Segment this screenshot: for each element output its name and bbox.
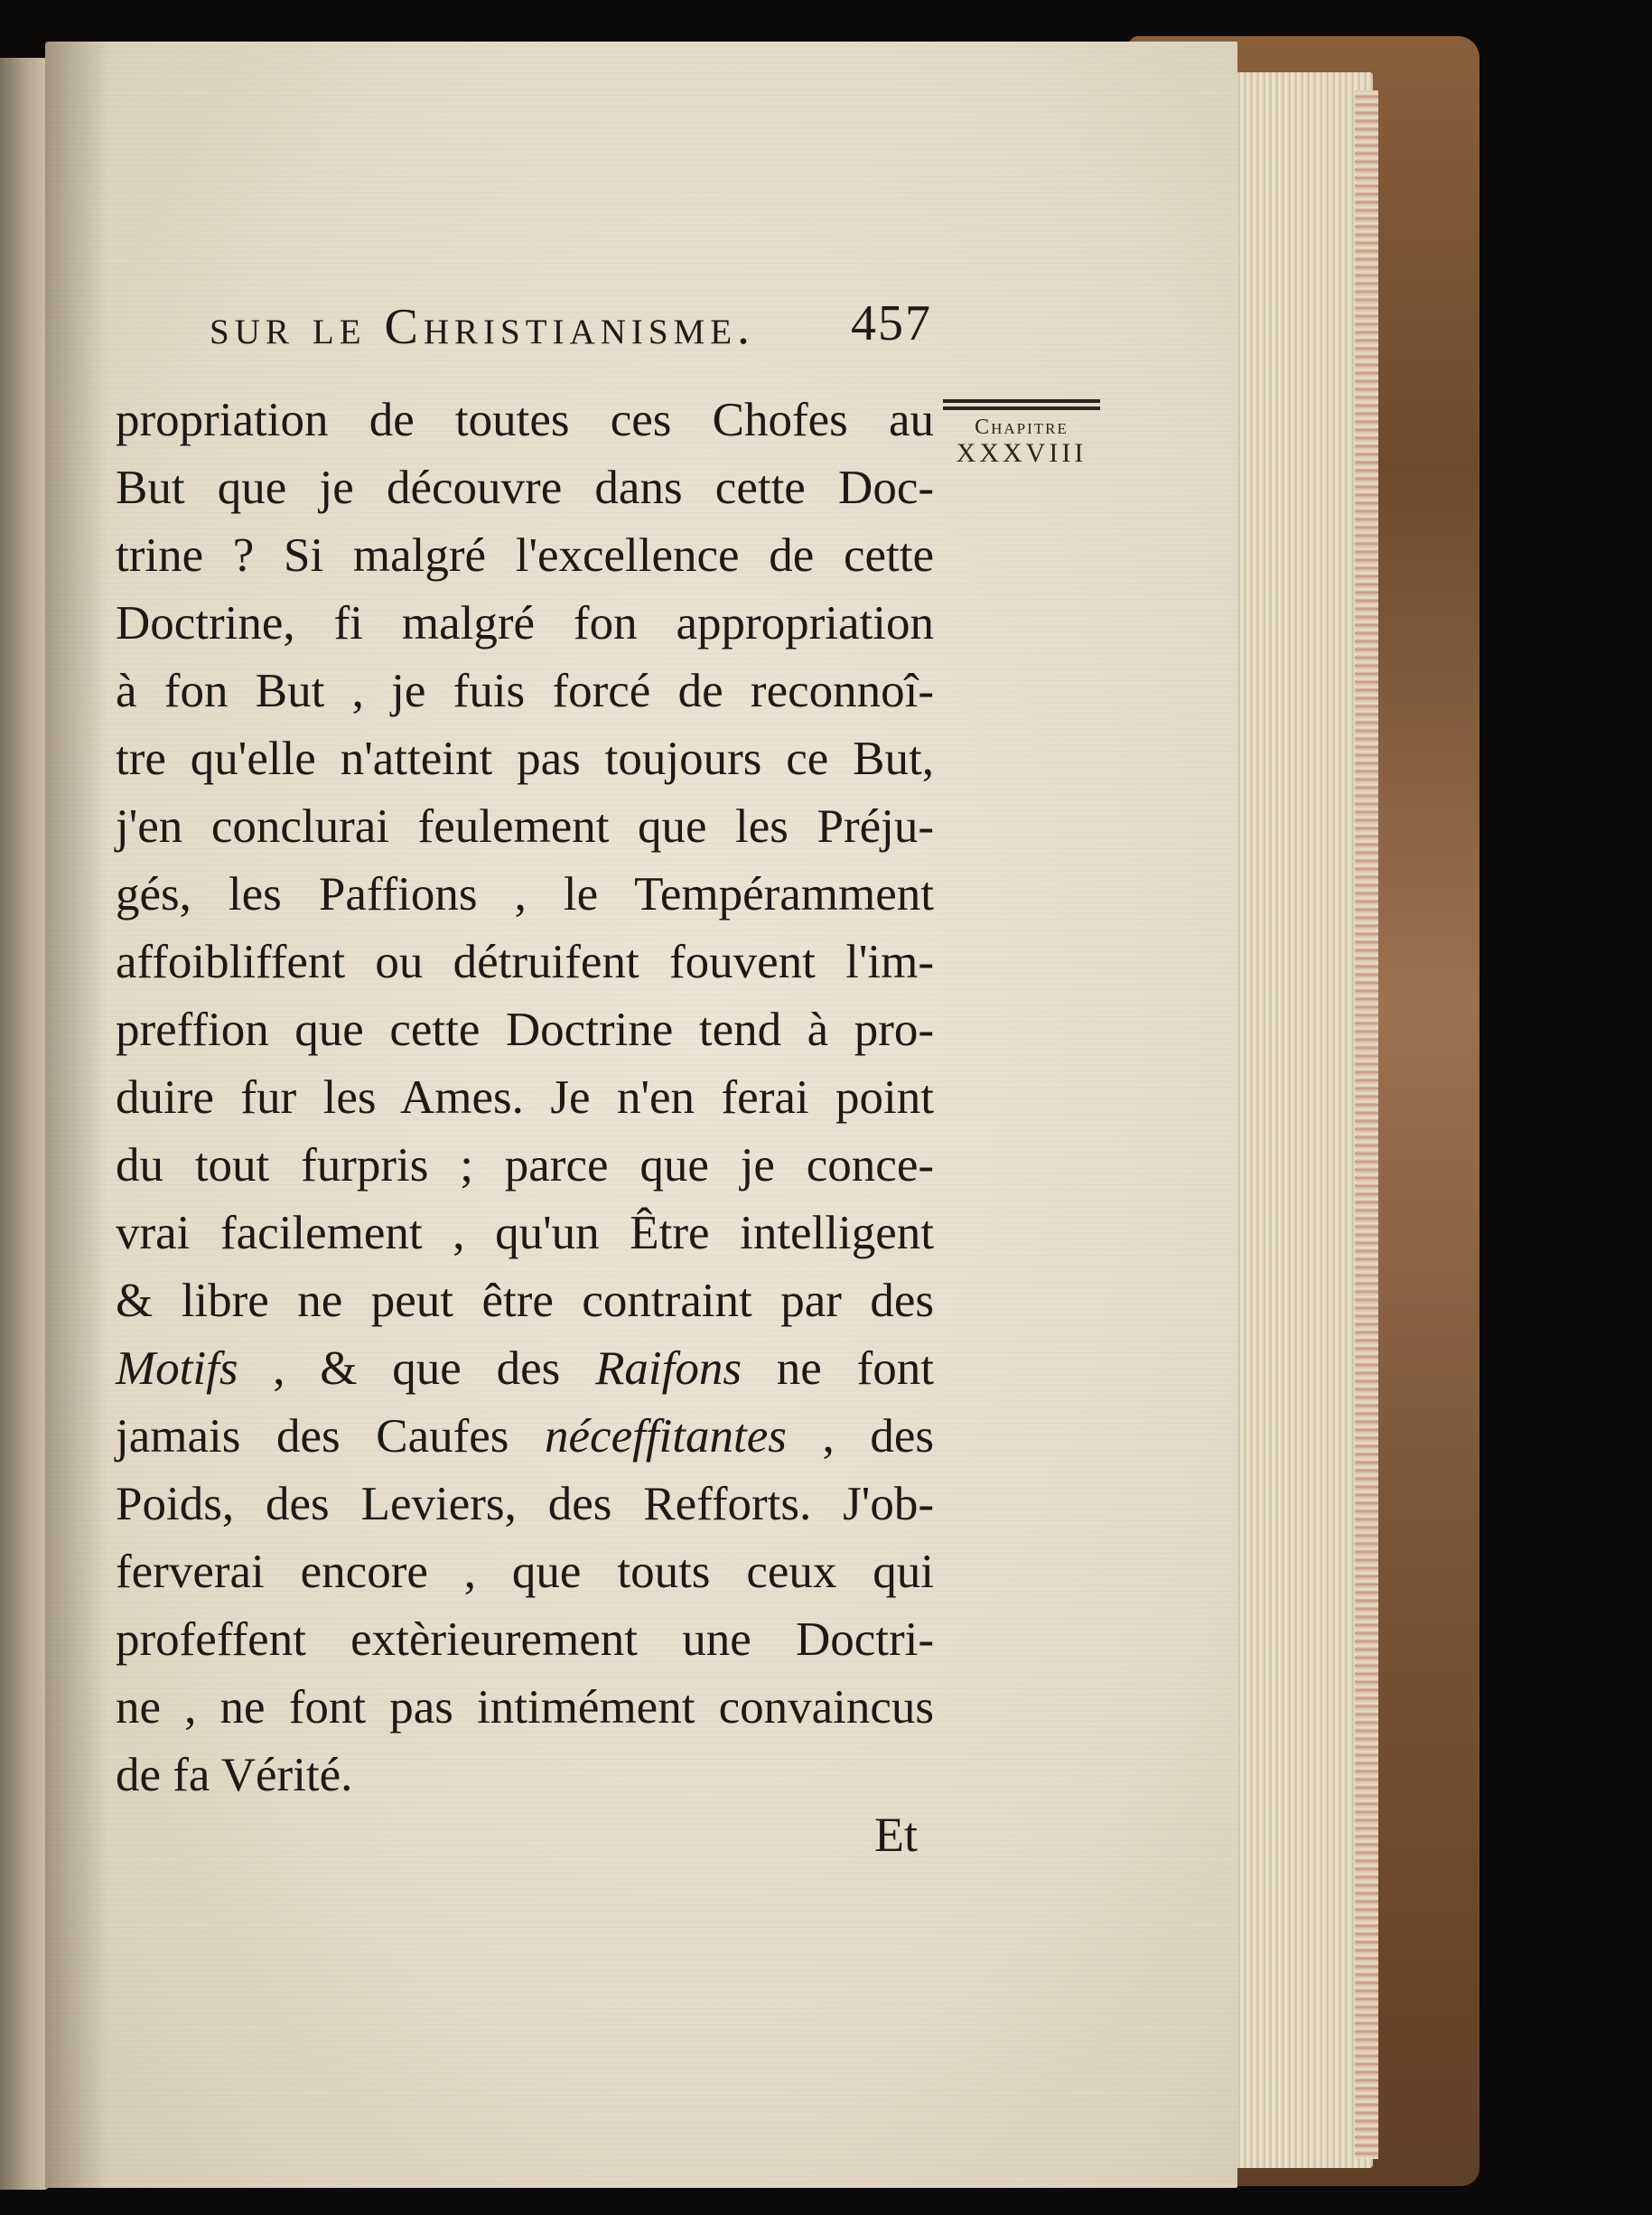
text-line: Doctrine, fi malgré fon appropriation bbox=[116, 597, 934, 650]
text-line: propriation de toutes ces Chofes au bbox=[116, 394, 934, 446]
running-title: sur le Christianisme. bbox=[210, 299, 756, 355]
text-line: du tout furpris ; parce que je conce- bbox=[116, 1139, 934, 1192]
text-line: But que je découvre dans cette Doc- bbox=[116, 462, 934, 514]
text-line: & libre ne peut être contraint par des bbox=[116, 1275, 934, 1327]
double-rule-bottom bbox=[943, 407, 1100, 410]
body-text bbox=[116, 387, 934, 1809]
text-line-with-italics bbox=[116, 1403, 934, 1471]
chapter-label: Chapitre bbox=[975, 416, 1069, 439]
running-head bbox=[210, 287, 932, 369]
double-rule-top bbox=[943, 399, 1100, 403]
speckled-fore-edge bbox=[1355, 90, 1378, 2159]
chapter-number: XXXVIII bbox=[956, 438, 1087, 468]
text-line: duire fur les Ames. Je n'en ferai point bbox=[116, 1071, 934, 1124]
text-line: tre qu'elle n'atteint pas toujours ce But, bbox=[116, 733, 934, 785]
text-line: ne , ne font pas intimément convaincus bbox=[116, 1681, 934, 1734]
text-line: profeffent extèrieurement une Doctri- bbox=[116, 1613, 934, 1666]
text-line: à fon But , je fuis forcé de reconnoî- bbox=[116, 665, 934, 717]
text-line: gés, les Paffions , le Tempéramment bbox=[116, 868, 934, 921]
text-line: j'en conclurai feulement que les Préju- bbox=[116, 800, 934, 853]
text-line: vrai facilement , qu'un Être intelligent bbox=[116, 1207, 934, 1259]
text-run: , des bbox=[786, 1410, 934, 1463]
margin-note bbox=[939, 396, 1104, 469]
facing-page-edge bbox=[0, 58, 51, 2190]
text-run: ne font bbox=[742, 1342, 934, 1395]
text-line: de fa Vérité. bbox=[116, 1749, 353, 1801]
text-line-with-italics bbox=[116, 1335, 934, 1403]
text-line: ferverai encore , que touts ceux qui bbox=[116, 1546, 934, 1598]
text-run: , & que des bbox=[238, 1342, 596, 1395]
text-line: preffion que cette Doctrine tend à pro- bbox=[116, 1004, 934, 1056]
text-line: Poids, des Leviers, des Refforts. J'ob- bbox=[116, 1478, 934, 1530]
text-line: trine ? Si malgré l'excellence de cette bbox=[116, 529, 934, 582]
text-run: jamais des Caufes bbox=[116, 1410, 546, 1463]
italic-word: Motifs bbox=[116, 1342, 238, 1395]
gutter-shadow bbox=[45, 42, 108, 2188]
text-line: affoibliffent ou détruifent fouvent l'im- bbox=[116, 936, 934, 988]
page-number: 457 bbox=[851, 295, 932, 351]
catchword: Et bbox=[874, 1808, 918, 1862]
page-edges bbox=[1228, 72, 1373, 2168]
italic-word: néceffitantes bbox=[545, 1410, 787, 1463]
italic-word: Raifons bbox=[595, 1342, 742, 1395]
